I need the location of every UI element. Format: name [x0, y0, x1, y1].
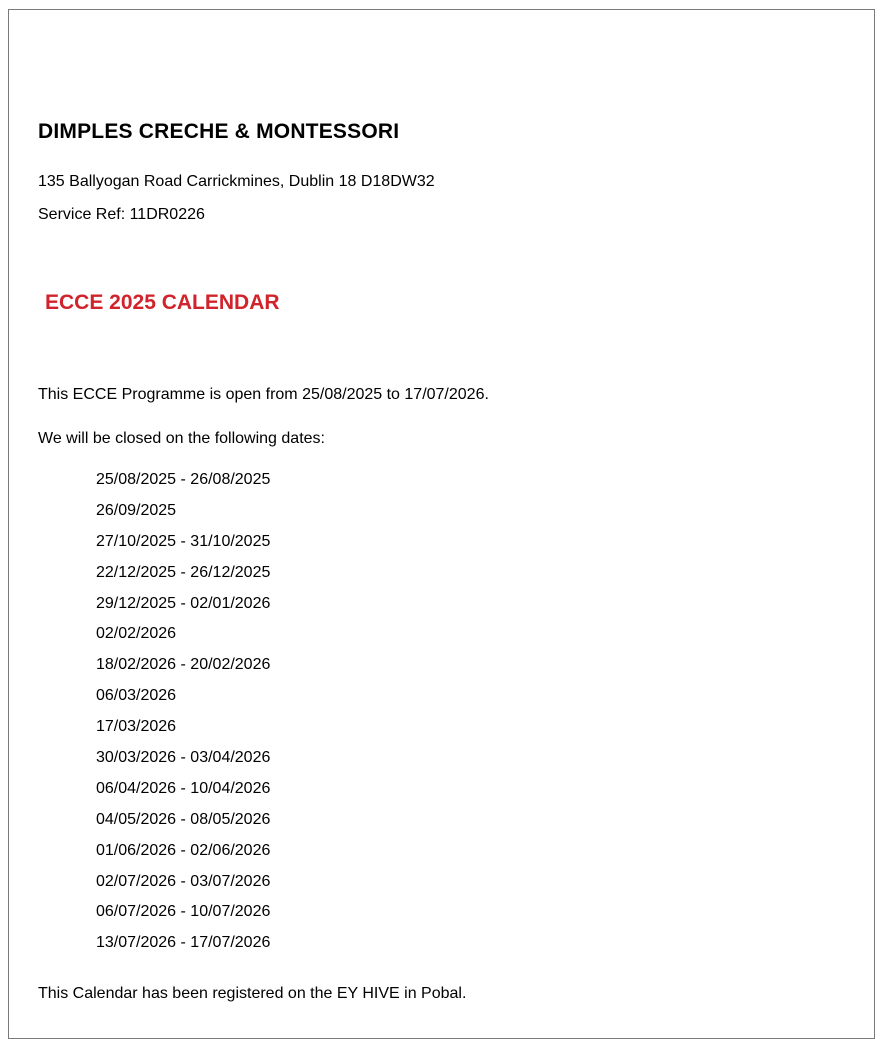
closed-date-item: 18/02/2026 - 20/02/2026 — [96, 656, 271, 674]
closed-date-item: 02/02/2026 — [96, 625, 177, 643]
closed-date-item: 01/06/2026 - 02/06/2026 — [96, 841, 271, 859]
closed-date-item: 06/04/2026 - 10/04/2026 — [96, 779, 271, 797]
closed-date-item: 06/03/2026 — [96, 687, 177, 705]
closed-date-item: 27/10/2025 - 31/10/2025 — [96, 532, 271, 550]
closed-date-item: 30/03/2026 - 03/04/2026 — [96, 749, 271, 767]
programme-open-dates: This ECCE Programme is open from 25/08/2025 to 17/07/2026. — [38, 386, 489, 403]
calendar-title: ECCE 2025 CALENDAR — [45, 291, 280, 314]
closed-date-item: 29/12/2025 - 02/01/2026 — [96, 594, 271, 612]
closed-date-item: 22/12/2025 - 26/12/2025 — [96, 563, 271, 581]
org-address: 135 Ballyogan Road Carrickmines, Dublin 18 D18DW32 — [38, 173, 435, 190]
closed-date-item: 25/08/2025 - 26/08/2025 — [96, 471, 271, 488]
closed-date-item: 04/05/2026 - 08/05/2026 — [96, 810, 271, 828]
registration-note: This Calendar has been registered on the EY HIVE in Pobal. — [38, 985, 467, 1002]
closed-date-item: 26/09/2025 — [96, 501, 177, 519]
closed-date-item: 13/07/2026 - 17/07/2026 — [96, 934, 271, 952]
closed-date-item: 02/07/2026 - 03/07/2026 — [96, 872, 271, 890]
closed-date-item: 17/03/2026 — [96, 718, 177, 736]
service-ref: Service Ref: 11DR0226 — [38, 206, 205, 223]
closed-dates-intro: We will be closed on the following dates: — [38, 430, 325, 447]
closed-dates-list — [96, 471, 270, 965]
closed-date-item: 06/07/2026 - 10/07/2026 — [96, 903, 271, 921]
document-page — [8, 9, 875, 1039]
org-name: DIMPLES CRECHE & MONTESSORI — [38, 120, 400, 143]
